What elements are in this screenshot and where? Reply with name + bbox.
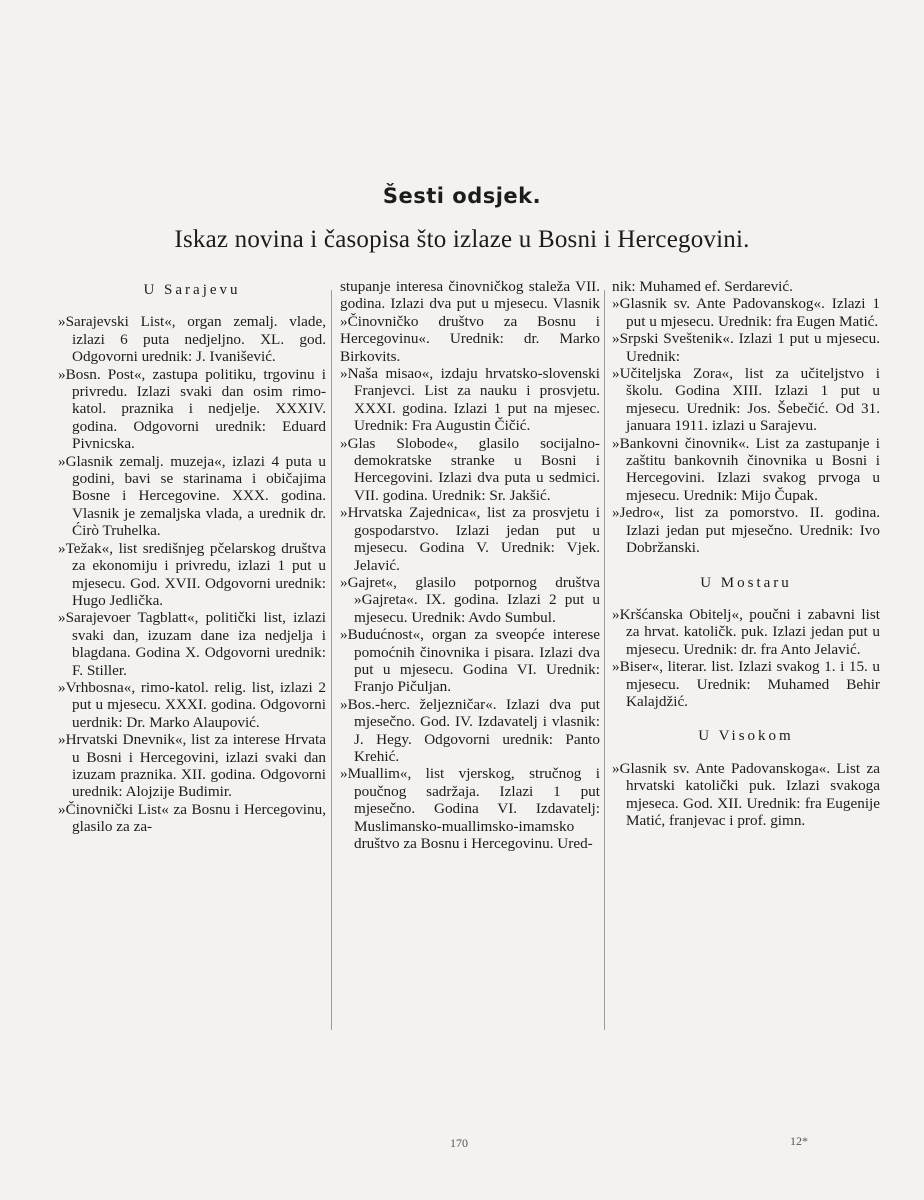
- city-heading: U Visokom: [698, 728, 794, 745]
- publication-entry: »Jedro«, list za pomorstvo. II. godina. Izlazi jedan put mjesečno. Urednik: Ivo Dobržanski.: [612, 504, 880, 557]
- column-rule: [604, 290, 605, 1030]
- publication-entry: »Bosn. Post«, zastupa politiku, trgovinu i privredu. Izlazi svaki dan osim rimo-katol. praznika i nedjelje. XXXIV. godina. Odgovorni urednik: Eduard Pivnicska.: [58, 365, 326, 453]
- publication-entry: »Naša misao«, izdaju hrvatsko-slovenski Franjevci. List za nauku i prosvjetu. XXXI. godina. Izlazi 1 put na mjesec. Urednik: Fra Augustin Čičić.: [340, 365, 600, 435]
- publication-entry: stupanje interesa činovničkog staleža VII. godina. Izlazi dva put u mjesecu. Vlasnik »Činovničko društvo za Bosnu i Hercegovinu«. Urednik: dr. Marko Birkovits.: [340, 278, 600, 365]
- city-heading: U Mostaru: [700, 574, 792, 591]
- column-3: [612, 278, 880, 829]
- publication-entry: »Hrvatska Zajednica«, list za prosvjetu i gospodarstvo. Izlazi jedan put u mjesecu. Godina V. Urednik: Vjek. Jelavić.: [340, 504, 600, 574]
- publication-entry: »Težak«, list središnjeg pčelarskog društva za ekonomiju i privredu, izlazi 1 put u mjesecu. God. XVII. Odgovorni urednik: Hugo Jedlička.: [58, 539, 326, 609]
- page-number: 170: [450, 1136, 468, 1150]
- publication-entry: »Muallim«, list vjerskog, stručnog i poučnog sadržaja. Izlazi 1 put mjesečno. Godina VI. Izdavatelj: Muslimansko-muallimsko-imamsko društvo za Bosnu i Hercegovinu. Ured-: [340, 765, 600, 852]
- publication-entry: »Vrhbosna«, rimo-katol. relig. list, izlazi 2 put u mjesecu. XXXI. godina. Odgovorni uerdnik: Dr. Marko Alaupović.: [58, 678, 326, 731]
- publication-entry: »Gajret«, glasilo potpornog društva »Gajreta«. IX. godina. Izlazi 2 put u mjesecu. Urednik: Avdo Sumbul.: [340, 573, 600, 626]
- publication-entry: »Činovnički List« za Bosnu i Hercegovinu, glasilo za za-: [58, 800, 326, 836]
- publication-entry: »Srpski Sveštenik«. Izlazi 1 put u mjesecu. Urednik:: [612, 330, 880, 365]
- column-1: [58, 278, 326, 836]
- publication-entry: »Glasnik sv. Ante Padovanskoga«. List za hrvatski katolički puk. Izlazi svakoga mjeseca. God. XII. Urednik: fra Eugenije Matić, franjevac i prof. gimn.: [612, 759, 880, 829]
- publication-entry: »Kršćanska Obitelj«, poučni i zabavni list za hrvat. katoličk. puk. Izlazi jedan put u mjesecu. Urednik: dr. fra Anto Jelavić.: [612, 605, 880, 658]
- publication-entry: nik: Muhamed ef. Serdarević.: [612, 278, 793, 295]
- city-heading: U Sarajevu: [143, 282, 241, 298]
- section-title: Šesti odsjek.: [382, 184, 542, 208]
- column-rule: [331, 290, 332, 1030]
- publication-entry: »Glas Slobode«, glasilo socijalno-demokratske stranke u Bosni i Hercegovini. Izlazi dva puta u sedmici. VII. godina. Urednik: Sr. Jakšić.: [340, 434, 600, 504]
- publication-entry: »Glasnik zemalj. muzeja«, izlazi 4 puta u godini, bavi se starinama i običajima Bosne i Hercegovine. XXX. godina. Vlasnik je zemaljska vlada, a urednik dr. Ćirò Truhelka.: [58, 452, 326, 540]
- publication-entry: »Učiteljska Zora«, list za učiteljstvo i školu. Godina XIII. Izlazi 1 put u mjesecu. Urednik: Jos. Šebečić. Od 31. januara 1911. izlazi u Sarajevu.: [612, 365, 880, 435]
- main-title: Iskaz novina i časopisa što izlaze u Bosni i Hercegovini.: [174, 226, 750, 253]
- publication-entry: »Hrvatski Dnevnik«, list za interese Hrvata u Bosni i Hercegovini, izlazi svaki dan izuzam praznika. XII. godina. Odgovorni urednik: Alojzije Budimir.: [58, 731, 326, 801]
- signature-mark: 12*: [790, 1134, 808, 1148]
- publication-entry: »Glasnik sv. Ante Padovanskog«. Izlazi 1 put u mjesecu. Urednik: fra Eugen Matić.: [612, 295, 880, 330]
- publication-entry: »Bankovni činovnik«. List za zastupanje i zaštitu bankovnih činovnika u Bosni i Hercegovini. Izlazi svakog prvoga u mjesecu. Urednik: Mijo Čupak.: [612, 434, 880, 504]
- publication-entry: »Sarajevoer Tagblatt«, politički list, izlazi svaki dan, izuzam dane iza nedjelja i blagdana. Godina X. Odgovorni urednik: F. Stiller.: [58, 609, 326, 679]
- publication-entry: »Bos.-herc. željezničar«. Izlazi dva put mjesečno. God. IV. Izdavatelj i vlasnik: J. Hegy. Odgovorni urednik: Panto Krehić.: [340, 695, 600, 765]
- publication-entry: »Sarajevski List«, organ zemalj. vlade, izlazi 6 puta nedjeljno. XL. god. Odgovorni urednik: J. Ivanišević.: [58, 313, 326, 366]
- publication-entry: »Budućnost«, organ za sveopće interese pomoćnih činovnika i pisara. Izlazi dva put u mjesecu. Godina VI. Urednik: Franjo Pičuljan.: [340, 626, 600, 696]
- column-2: [340, 278, 600, 852]
- publication-entry: »Biser«, literar. list. Izlazi svakog 1. i 15. u mjesecu. Urednik: Muhamed Behir Kalajdžić.: [612, 658, 880, 710]
